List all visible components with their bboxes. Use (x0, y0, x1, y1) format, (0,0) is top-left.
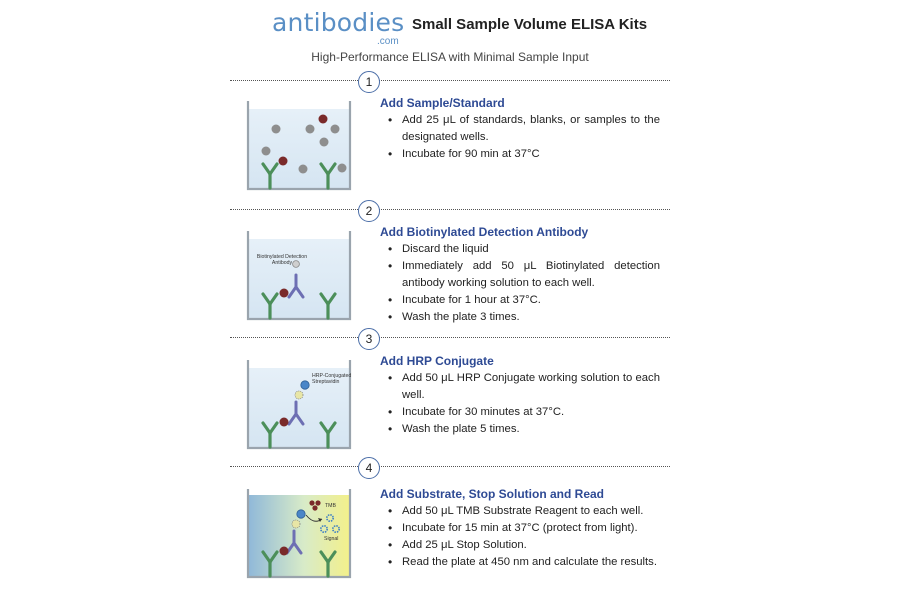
step-divider (230, 337, 670, 338)
instruction-item: • Incubate for 15 min at 37°C (protect from light). (388, 520, 660, 537)
logo-suffix: .com (377, 36, 399, 47)
instruction-item: • Discard the liquid (388, 241, 660, 258)
well-illustration (246, 229, 352, 323)
instruction-item: • Add 25 μL Stop Solution. (388, 537, 660, 554)
step-title: Add HRP Conjugate (380, 354, 494, 368)
logo-wordmark: antibodies (272, 8, 405, 37)
particle-icon (262, 147, 271, 156)
tmb-icon (315, 500, 320, 505)
well-illustration (246, 487, 352, 581)
particle-icon (320, 138, 329, 147)
particle-icon (279, 157, 288, 166)
step-divider (230, 209, 670, 210)
antigen-icon (280, 418, 289, 427)
streptavidin-icon (292, 520, 300, 528)
biotin-icon (293, 261, 300, 268)
instruction-item: • Incubate for 1 hour at 37°C. (388, 292, 660, 309)
step-title: Add Sample/Standard (380, 96, 505, 110)
streptavidin-icon (295, 391, 303, 399)
instruction-item: • Read the plate at 450 nm and calculate the results. (388, 554, 660, 571)
step-instructions (388, 112, 660, 163)
step-number-badge: 4 (358, 457, 380, 479)
well-label: TMB (325, 503, 336, 509)
tmb-icon (309, 500, 314, 505)
particle-icon (338, 164, 347, 173)
step-instructions (388, 370, 660, 438)
instruction-item: • Incubate for 30 minutes at 37°C. (388, 404, 660, 421)
step-number-badge: 1 (358, 71, 380, 93)
page-title: Small Sample Volume ELISA Kits (412, 16, 648, 33)
header (0, 0, 900, 70)
step-number-badge: 3 (358, 328, 380, 350)
well-label: Signal (324, 536, 339, 542)
hrp-icon (297, 510, 305, 518)
step-number-badge: 2 (358, 200, 380, 222)
well-label: Antibody (271, 260, 293, 266)
particle-icon (331, 125, 340, 134)
tmb-icon (312, 505, 317, 510)
particle-icon (306, 125, 315, 134)
hrp-icon (301, 381, 309, 389)
well-illustration (246, 99, 352, 193)
instruction-item: • Add 50 μL HRP Conjugate working solution to each well. (388, 370, 660, 404)
step-title: Add Biotinylated Detection Antibody (380, 225, 589, 239)
instruction-item: • Add 50 μL TMB Substrate Reagent to each well. (388, 503, 660, 520)
antigen-icon (280, 547, 289, 556)
well-label: Biotinylated Detection (256, 254, 308, 260)
instruction-item: • Add 25 μL of standards, blanks, or samples to the designated wells. (388, 112, 660, 146)
instruction-item: • Incubate for 90 min at 37°C (388, 146, 660, 163)
step-divider (230, 80, 670, 81)
particle-icon (299, 165, 308, 174)
instruction-item: • Immediately add 50 μL Biotinylated detection antibody working solution to each well. (388, 258, 660, 292)
page-subtitle: High-Performance ELISA with Minimal Sample Input (311, 50, 589, 64)
instruction-item: • Wash the plate 3 times. (388, 309, 660, 326)
particle-icon (319, 115, 328, 124)
well-label: Streptavidin (312, 379, 340, 385)
step-instructions (388, 241, 660, 326)
antigen-icon (280, 289, 289, 298)
well-label: HRP-Conjugated (312, 373, 352, 379)
particle-icon (272, 125, 281, 134)
well-illustration (246, 358, 352, 452)
step-instructions (388, 503, 660, 571)
antibodies-logo[interactable] (272, 8, 407, 48)
instruction-item: • Wash the plate 5 times. (388, 421, 660, 438)
step-title: Add Substrate, Stop Solution and Read (380, 487, 605, 501)
step-divider (230, 466, 670, 467)
